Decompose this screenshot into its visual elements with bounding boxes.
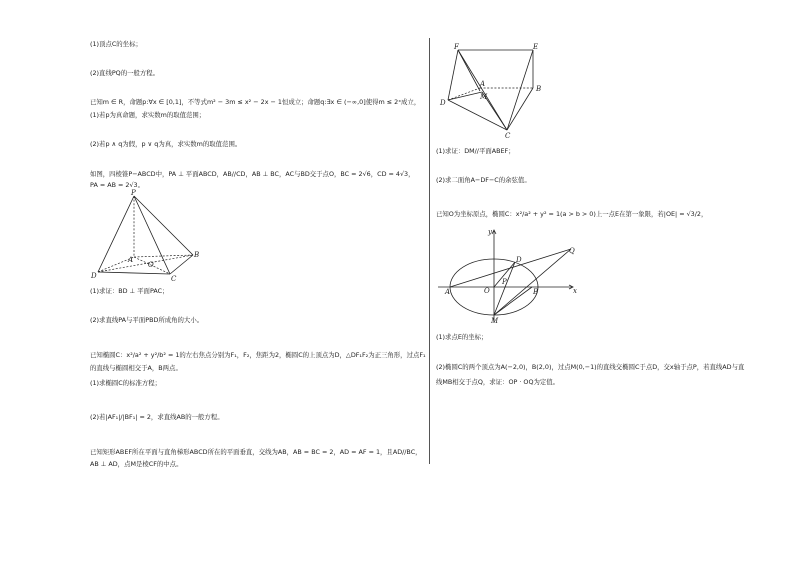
text-line: (1)求证：BD ⊥ 平面PAC；: [90, 287, 169, 295]
point-label: E: [533, 43, 539, 51]
axis-label: x: [573, 287, 577, 295]
column-divider: [429, 38, 430, 464]
point-label: D: [440, 99, 446, 107]
text-line: (2)直线PQ的一般方程。: [90, 69, 160, 77]
text-line: (1)顶点C的坐标；: [90, 40, 142, 48]
text-line: (2)椭圆C的两个顶点为A(−2,0)，B(2,0)，过点M(0,−1)的直线交椭圆C于点D，交x轴于点P，若直线AD与直: [436, 363, 745, 371]
text-line: (1)求证：DM//平面ABEF；: [436, 147, 515, 155]
text-line: (1)若p为真命题，求实数m的取值范围；: [90, 111, 206, 119]
text-line: 已知m ∈ R，命题p:∀x ∈ [0,1]，不等式m² − 3m ≤ x² − 2x − 1恒成立；命题q:∃x ∈ (−∞,0]使得m ≤ 2ˣ成立，: [90, 98, 421, 106]
text-line: (2)若|AF₁|/|BF₁| = 2，求直线AB的一般方程。: [90, 413, 224, 421]
point-label: C: [505, 132, 511, 140]
point-label: A: [445, 288, 451, 296]
pyramid-figure: [90, 190, 210, 282]
ellipse-figure: [436, 225, 586, 325]
point-label: Q: [569, 247, 575, 255]
text-line: 已知矩形ABEF所在平面与直角梯形ABCD所在的平面垂直，交线为AB，AB = BC = 2，AD = AF = 1，且AD//BC，: [90, 448, 422, 456]
text-line: (2)求二面角A−DF−C的余弦值。: [436, 176, 531, 184]
text-line: AB ⊥ AD，点M是棱CF的中点。: [90, 460, 183, 468]
point-label: B: [194, 251, 200, 259]
point-label: B: [533, 288, 539, 296]
point-label: C: [171, 275, 177, 283]
text-line: (1)求椭圆C的标准方程；: [90, 379, 162, 387]
point-label: F: [454, 43, 459, 51]
prism-figure: [436, 42, 552, 140]
point-label: D: [516, 256, 522, 264]
point-label: O: [148, 261, 154, 269]
text-line: 已知椭圆C：x²/a² + y²/b² = 1的左右焦点分别为F₁，F₂，焦距为2，椭圆C的上顶点为D，△DF₁F₂为正三角形，过点F₁: [90, 351, 426, 359]
point-label: P: [502, 278, 507, 286]
point-label: A: [480, 80, 486, 88]
text-line: 线MB相交于点Q，求证：OP · OQ为定值。: [436, 378, 560, 386]
point-label: A: [128, 256, 134, 264]
point-label: O: [484, 287, 490, 295]
text-line: 如图，四棱锥P−ABCD中，PA ⊥ 平面ABCD，AB//CD，AB ⊥ BC，AC与BD交于点O，BC = 2√6，CD = 4√3，: [90, 170, 415, 178]
text-line: 的直线与椭圆相交于A，B两点。: [90, 364, 182, 372]
point-label: M: [480, 93, 488, 101]
text-line: PA = AB = 2√3。: [90, 181, 145, 189]
text-line: 已知O为坐标原点，椭圆C：x²/a² + y² = 1(a > b > 0)上一点E在第一象限，若|OE| = √3/2，: [436, 210, 708, 218]
point-label: M: [491, 317, 499, 325]
text-line: (2)若p ∧ q为假，p ∨ q为真，求实数m的取值范围。: [90, 140, 242, 148]
point-label: D: [91, 272, 97, 280]
point-label: B: [536, 85, 542, 93]
text-line: (2)求直线PA与平面PBD所成角的大小。: [90, 316, 204, 324]
text-line: (1)求点E的坐标；: [436, 333, 488, 341]
axis-label: y: [488, 228, 492, 236]
point-label: P: [131, 189, 136, 197]
